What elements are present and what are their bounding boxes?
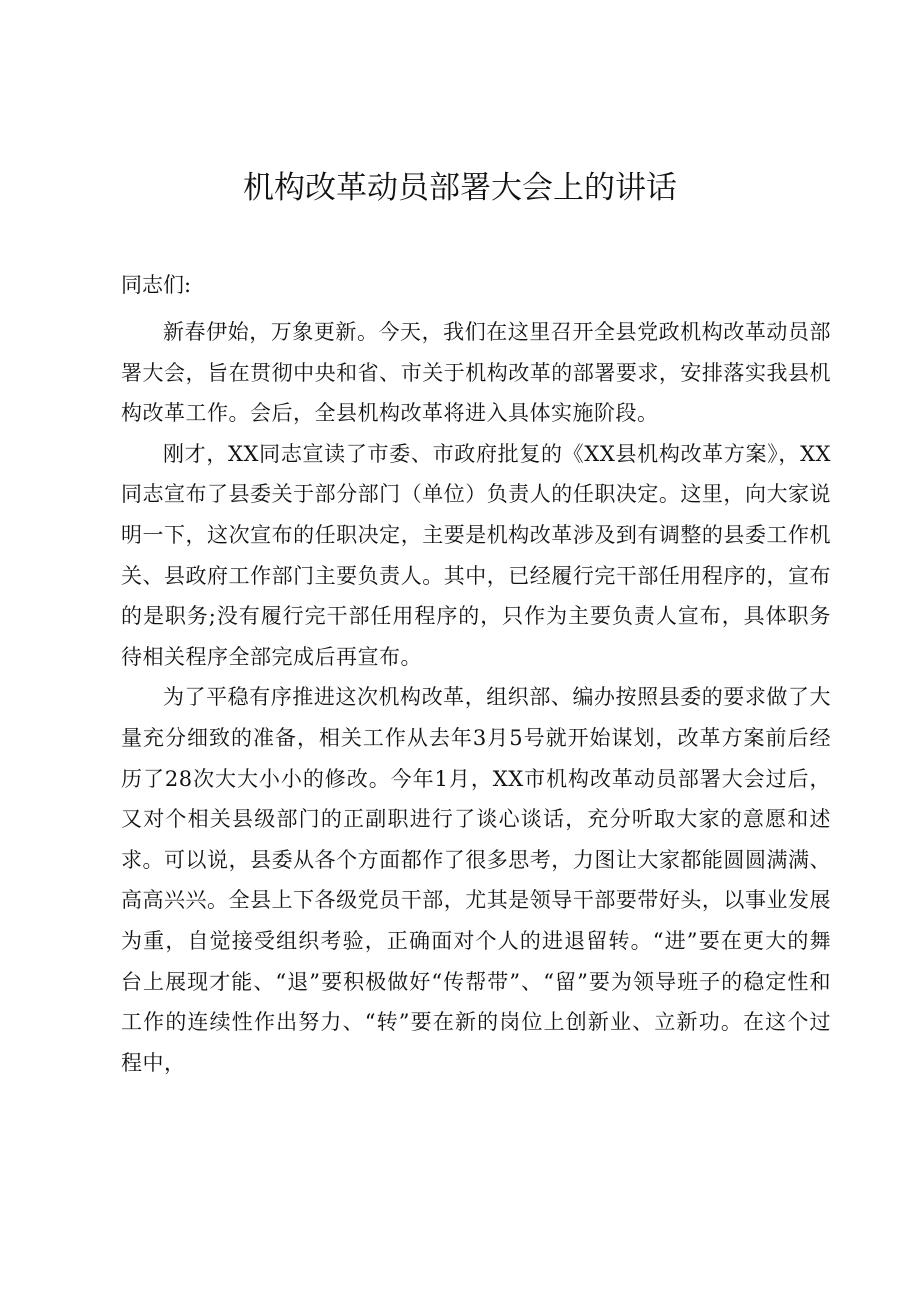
salutation: 同志们: [121,273,192,297]
document-body [121,265,831,1083]
paragraph-1: 新春伊始，万象更新。今天，我们在这里召开全县党政机构改革动员部署大会，旨在贯彻中央和省、市关于机构改革的部署要求，安排落实我县机构改革工作。会后，全县机构改革将进入具体实施阶段。 [121,320,831,426]
paragraph-3: 为了平稳有序推进这次机构改革，组织部、编办按照县委的要求做了大量充分细致的准备，相关工作从去年3月5号就开始谋划，改革方案前后经历了28次大大小小的修改。今年1月，XX市机构改革动员部署大会过后，又对个相关县级部门的正副职进行了谈心谈话，充分听取大家的意愿和述求。可以说，县委从各个方面都作了很多思考，力图让大家都能圆圆满满、高高兴兴。全县上下各级党员干部，尤其是领导干部要带好头，以事业发展为重，自觉接受组织考验，正确面对个人的进退留转。“进”要在更大的舞台上展现才能、“退”要积极做好“传帮带”、“留”要为领导班子的稳定性和工作的连续性作出努力、“转”要在新的岗位上创新业、立新功。在这个过程中， [121,685,831,1075]
document-title: 机构改革动员部署大会上的讲话 [243,170,677,206]
paragraph-2: 刚才，XX同志宣读了市委、市政府批复的《XX县机构改革方案》，XX同志宣布了县委关于部分部门（单位）负责人的任职决定。这里，向大家说明一下，这次宣布的任职决定，主要是机构改革涉及到有调整的县委工作机关、县政府工作部门主要负责人。其中，已经履行完干部任用程序的，宣布的是职务;没有履行完干部任用程序的，只作为主要负责人宣布，具体职务待相关程序全部完成后再宣布。 [121,441,831,669]
